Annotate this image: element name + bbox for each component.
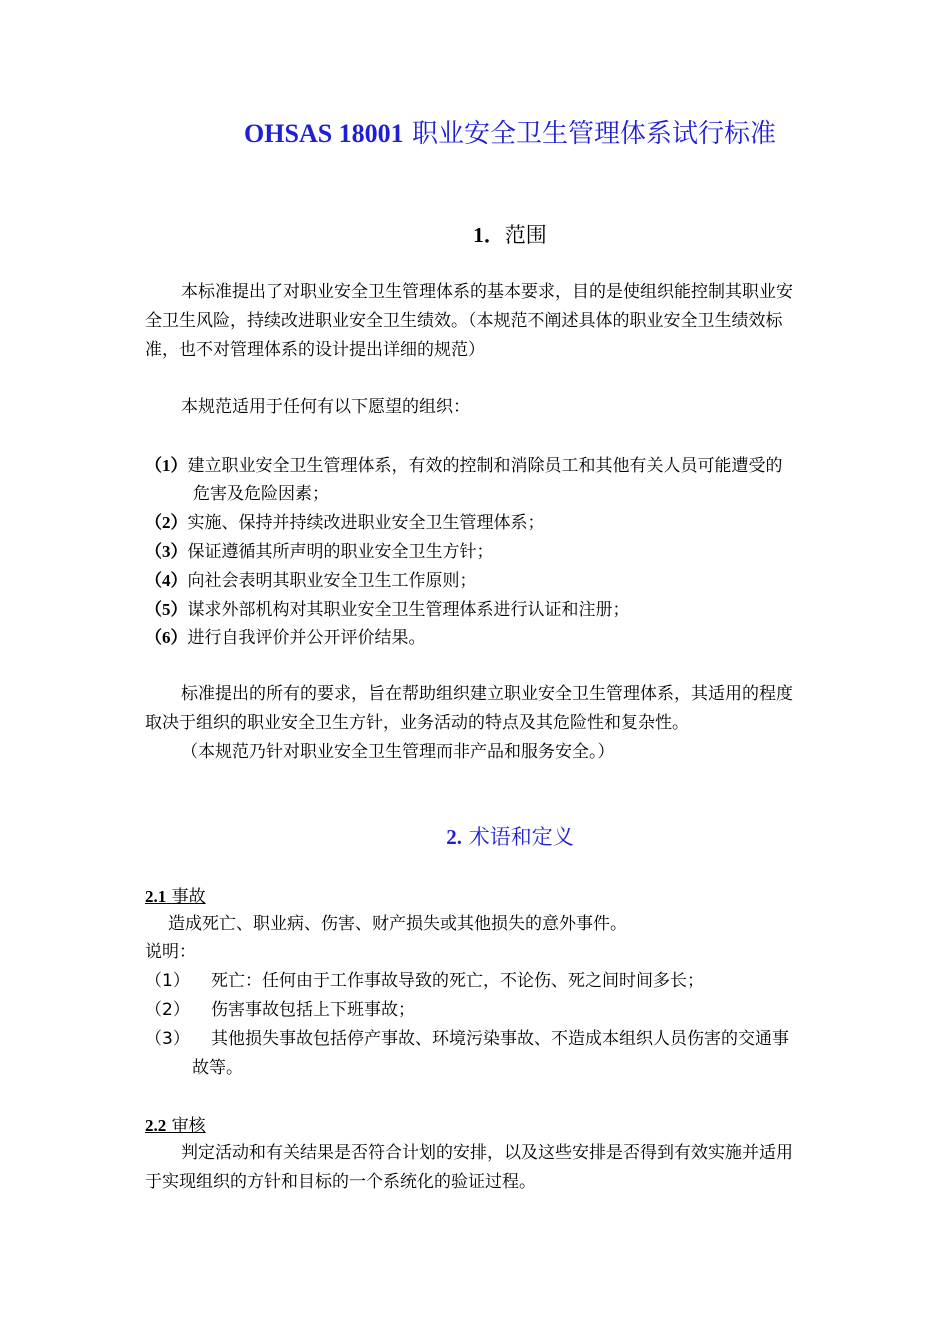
list-item-number: （1）: [145, 456, 188, 475]
note-text: 伤害事故包括上下班事故；: [211, 1000, 415, 1020]
list-item-number: （4）: [145, 571, 188, 590]
list-item: [145, 451, 783, 481]
document-title: [0, 117, 950, 151]
paragraph-line: （本规范乃针对职业安全卫生管理而非产品和服务安全。）: [181, 742, 615, 762]
list-item-text: 进行自我评价并公开评价结果。: [187, 628, 426, 648]
note-number: （3）: [145, 1029, 190, 1049]
definition-term: 审核: [171, 1116, 206, 1136]
paragraph-line: 标准提出的所有的要求，旨在帮助组织建立职业安全卫生管理体系，其适用的程度: [181, 684, 793, 704]
title-text: 职业安全卫生管理体系试行标准: [411, 119, 776, 149]
note-item: [145, 1025, 789, 1054]
section1-heading: [0, 220, 950, 250]
paragraph-line: 本标准提出了对职业安全卫生管理体系的基本要求，目的是使组织能控制其职业安: [181, 282, 793, 302]
note-item: [145, 996, 415, 1025]
list-item-text: 实施、保持并持续改进职业安全卫生管理体系；: [187, 513, 545, 533]
definition-text: 造成死亡、职业病、伤害、财产损失或其他损失的意外事件。: [168, 914, 627, 934]
section1-heading-text: 范围: [504, 223, 547, 247]
note-number: （1）: [145, 971, 190, 991]
section2-heading: [0, 822, 950, 852]
list-item-text: 向社会表明其职业安全卫生工作原则；: [187, 571, 477, 591]
definition-text: 于实现组织的方针和目标的一个系统化的验证过程。: [145, 1172, 536, 1192]
list-item: [145, 595, 630, 625]
list-item: [145, 537, 494, 567]
title-code: OHSAS 18001: [244, 119, 404, 148]
definition-heading-2-1: [145, 882, 206, 912]
definition-text: 判定活动和有关结果是否符合计划的安排，以及这些安排是否得到有效实施并适用: [181, 1143, 793, 1163]
list-item-number: （2）: [145, 513, 188, 532]
list-item-text: 谋求外部机构对其职业安全卫生管理体系进行认证和注册；: [187, 600, 630, 620]
paragraph-line: 准，也不对管理体系的设计提出详细的规范）: [145, 340, 485, 360]
paragraph-line: 本规范适用于任何有以下愿望的组织：: [181, 397, 470, 417]
paragraph-line: 全卫生风险，持续改进职业安全卫生绩效。（本规范不阐述具体的职业安全卫生绩效标: [145, 311, 783, 331]
note-number: （2）: [145, 1000, 190, 1020]
section2-heading-text: 术语和定义: [468, 825, 574, 849]
definition-term: 事故: [171, 887, 206, 907]
list-item: [145, 566, 477, 596]
note-continuation: 故等。: [192, 1058, 243, 1078]
note-item: [145, 967, 704, 996]
list-item: [145, 508, 545, 538]
list-item-text: 保证遵循其所声明的职业安全卫生方针；: [187, 542, 494, 562]
note-label: 说明：: [145, 942, 196, 962]
list-item-number: （6）: [145, 628, 188, 647]
note-text: 死亡：任何由于工作事故导致的死亡，不论伤、死之间时间多长；: [211, 971, 704, 991]
section2-heading-num: 2.: [446, 825, 463, 849]
list-item-text: 建立职业安全卫生管理体系，有效的控制和消除员工和其他有关人员可能遭受的: [187, 456, 783, 476]
definition-number: 2.1: [145, 887, 167, 906]
list-item-number: （3）: [145, 542, 188, 561]
paragraph-line: 取决于组织的职业安全卫生方针，业务活动的特点及其危险性和复杂性。: [145, 713, 689, 733]
definition-number: 2.2: [145, 1116, 167, 1135]
list-item-number: （5）: [145, 600, 188, 619]
list-item: [145, 623, 426, 653]
definition-heading-2-2: [145, 1111, 206, 1141]
list-item-continuation: 危害及危险因素；: [193, 484, 329, 504]
note-text: 其他损失事故包括停产事故、环境污染事故、不造成本组织人员伤害的交通事: [211, 1029, 789, 1049]
section1-heading-num: 1．: [473, 223, 505, 247]
